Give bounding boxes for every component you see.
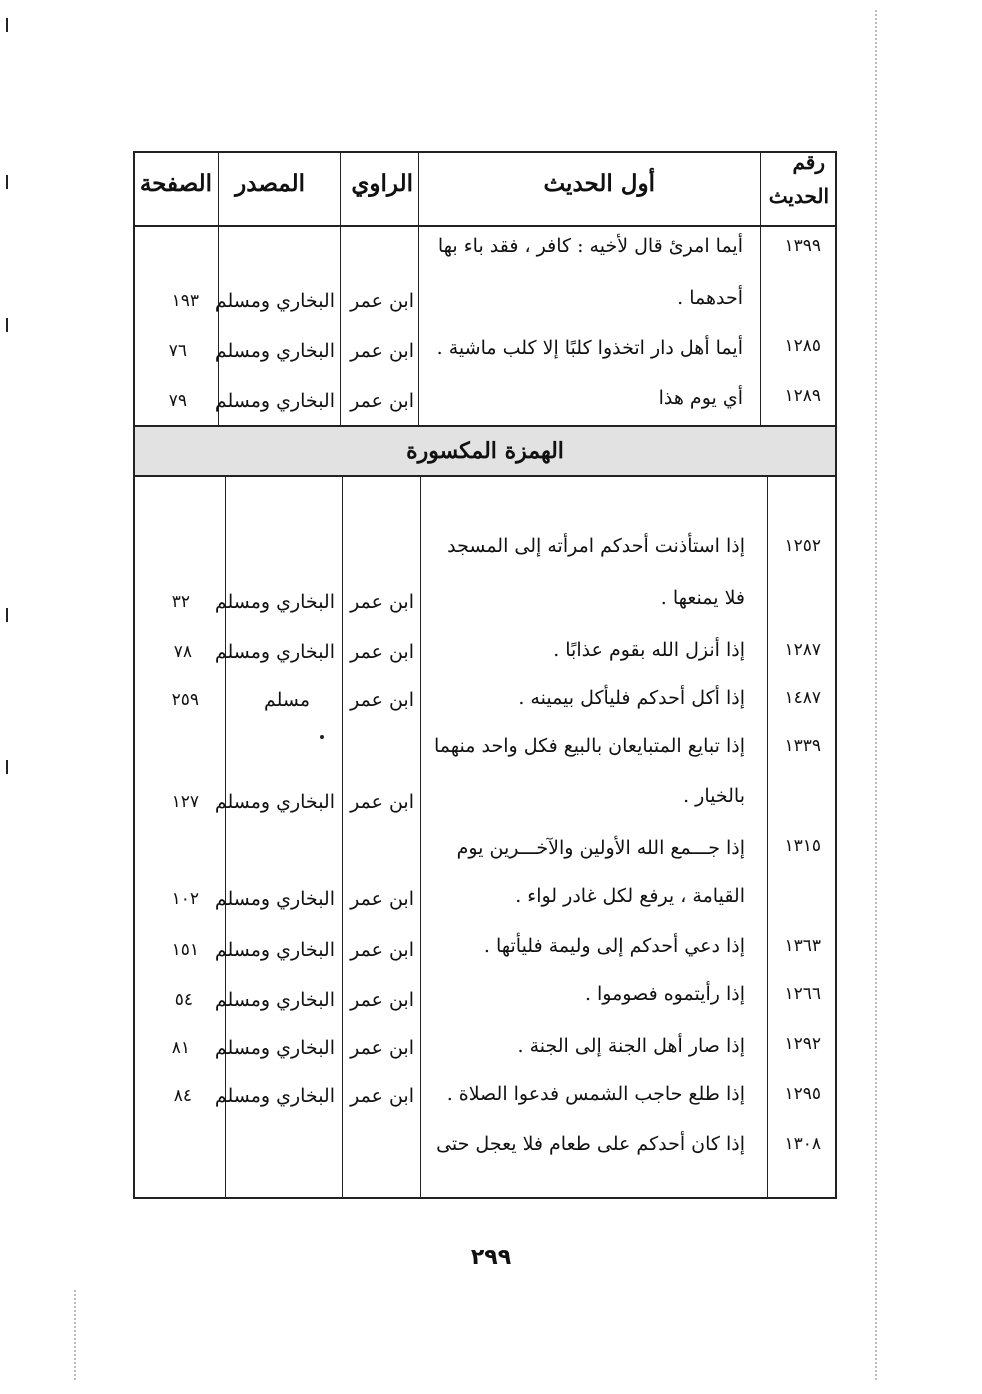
hadith-text: إذا دعي أحدكم إلى وليمة فليأتها . (483, 935, 745, 957)
hadith-text: أيما أهل دار اتخذوا كلبًا إلا كلب ماشية . (436, 337, 743, 359)
narrator: ابن عمر (350, 791, 414, 813)
page-ref: ٢٥٩ (171, 690, 199, 710)
narrator: ابن عمر (350, 989, 414, 1011)
header-page: الصفحة (139, 170, 212, 197)
narrator: ابن عمر (350, 340, 414, 362)
hadith-number: ١٢٩٢ (784, 1034, 821, 1054)
source: البخاري ومسلم (214, 888, 335, 910)
hadith-text: إذا أكل أحدكم فليأكل بيمينه . (518, 687, 745, 709)
scan-edge-mark (6, 175, 8, 189)
page-ref: ٨١ (171, 1038, 190, 1058)
scan-dotted-edge (74, 1290, 76, 1380)
hadith-text-continued: فلا يمنعها . (660, 587, 745, 609)
page-ref: ٧٨ (173, 642, 192, 662)
hadith-text: إذا طلع حاجب الشمس فدعوا الصلاة . (446, 1083, 745, 1105)
source: البخاري ومسلم (214, 791, 335, 813)
column-divider (767, 473, 768, 1197)
hadith-number: ١٢٩٥ (784, 1084, 821, 1104)
column-divider (420, 473, 421, 1197)
scan-edge-mark (6, 760, 8, 774)
source: البخاري ومسلم (214, 989, 335, 1011)
source: البخاري ومسلم (214, 591, 335, 613)
hadith-text-continued: القيامة ، يرفع لكل غادر لواء . (515, 885, 745, 907)
source: البخاري ومسلم (214, 1037, 335, 1059)
page-ref: ٧٩ (168, 391, 187, 411)
hadith-text: إذا أنزل الله بقوم عذابًا . (553, 639, 745, 661)
page-number: ٢٩٩ (470, 1245, 512, 1270)
source: مسلم (263, 689, 310, 711)
page-ref: ١٩٣ (171, 291, 199, 311)
page-ref: ١٢٧ (171, 792, 199, 812)
header-rule (135, 225, 835, 227)
hadith-number: ١٣١٥ (784, 836, 821, 856)
hadith-text-continued: أحدهما . (677, 287, 743, 309)
narrator: ابن عمر (350, 1085, 414, 1107)
source: البخاري ومسلم (214, 641, 335, 663)
hadith-number: ١٣٠٨ (784, 1134, 821, 1154)
hadith-text: إذا كان أحدكم على طعام فلا يعجل حتى (436, 1133, 745, 1155)
narrator: ابن عمر (350, 591, 414, 613)
header-number-line2: الحديث (768, 184, 829, 208)
section-title: الهمزة المكسورة (406, 438, 564, 464)
hadith-text: إذا استأذنت أحدكم امرأته إلى المسجد (447, 535, 745, 557)
header-narrator: الراوي (351, 170, 413, 197)
source: البخاري ومسلم (214, 1085, 335, 1107)
page-ref: ٣٢ (171, 592, 190, 612)
narrator: ابن عمر (350, 939, 414, 961)
scan-edge-mark (6, 608, 8, 622)
hadith-text-continued: بالخيار . (683, 785, 745, 807)
hadith-number: ١٢٨٩ (784, 386, 821, 406)
hadith-number: ١٣٩٩ (784, 236, 821, 256)
header-beginning: أول الحديث (543, 170, 655, 197)
hadith-index-table (133, 151, 837, 1199)
narrator: ابن عمر (350, 888, 414, 910)
narrator: ابن عمر (350, 390, 414, 412)
source: البخاري ومسلم (214, 340, 335, 362)
narrator: ابن عمر (350, 290, 414, 312)
column-divider (340, 153, 341, 425)
hadith-number: ١٢٦٦ (784, 984, 821, 1004)
hadith-text: أيما امرئ قال لأخيه : كافر ، فقد باء بها (437, 235, 743, 257)
header-number-line1: رقم (792, 150, 825, 174)
narrator: ابن عمر (350, 689, 414, 711)
source: البخاري ومسلم (214, 939, 335, 961)
hadith-number: ١٣٣٩ (784, 736, 821, 756)
section-heading (135, 425, 835, 477)
source: البخاري ومسلم (214, 390, 335, 412)
page-ref: ٥٤ (174, 990, 193, 1010)
hadith-number: ١٢٥٢ (784, 536, 821, 556)
page-ref: ١٥١ (171, 940, 199, 960)
scan-edge-mark (6, 18, 8, 32)
hadith-text: إذا تبايع المتبايعان بالبيع فكل واحد منهما (434, 735, 745, 757)
column-divider (342, 473, 343, 1197)
hadith-text: إذا رأيتموه فصوموا . (584, 983, 745, 1005)
column-divider (760, 153, 761, 425)
page-ref: ١٠٢ (171, 889, 199, 909)
hadith-number: ١٢٨٥ (784, 336, 821, 356)
narrator: ابن عمر (350, 1037, 414, 1059)
source: البخاري ومسلم (214, 290, 335, 312)
scan-dotted-edge (875, 10, 877, 1380)
page-ref: ٧٦ (168, 341, 187, 361)
hadith-number: ١٤٨٧ (784, 688, 821, 708)
header-source: المصدر (235, 170, 305, 197)
column-divider (418, 153, 419, 425)
hadith-text: إذا صار أهل الجنة إلى الجنة . (517, 1035, 745, 1057)
page-ref: ٨٤ (173, 1086, 192, 1106)
hadith-text: أي يوم هذا (658, 387, 743, 409)
narrator: ابن عمر (350, 641, 414, 663)
hadith-number: ١٣٦٣ (784, 936, 821, 956)
hadith-number: ١٢٨٧ (784, 640, 821, 660)
hadith-text: إذا جـــمع الله الأولين والآخـــرين يوم (456, 837, 745, 859)
scan-edge-mark (6, 318, 8, 332)
